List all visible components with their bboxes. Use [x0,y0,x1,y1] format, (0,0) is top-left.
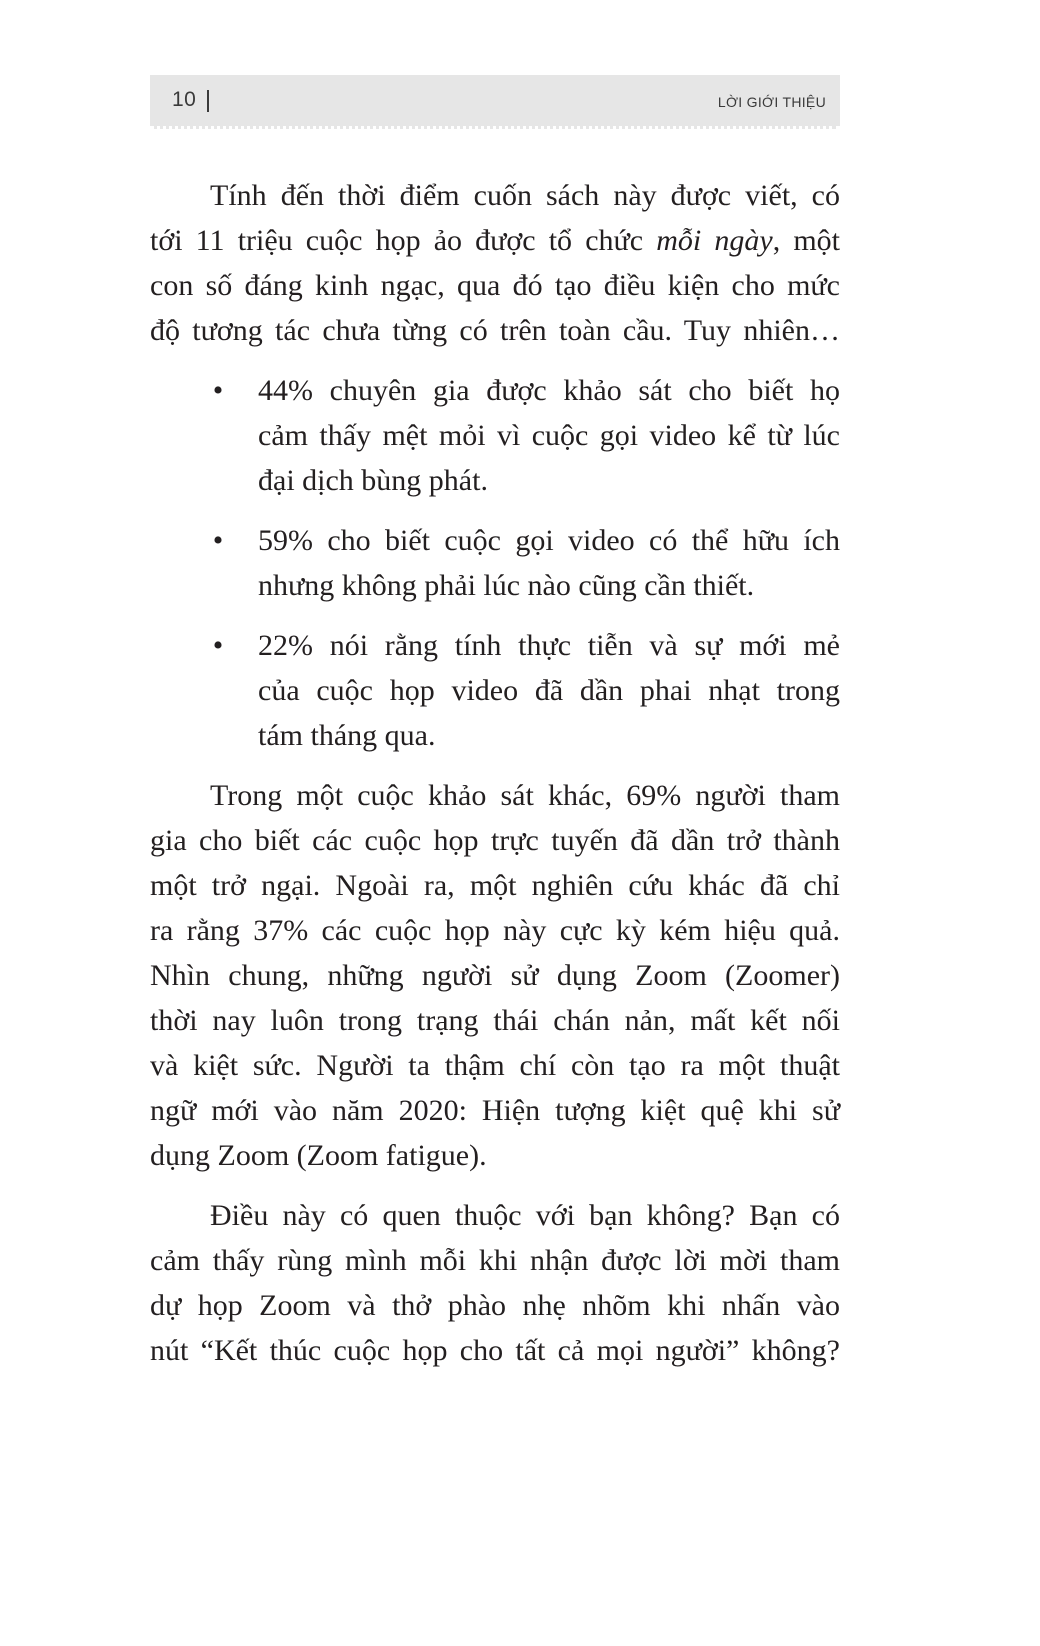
text-line: đại dịch bùng phát. [258,464,488,497]
text-line: dự họp Zoom và thở phào nhẹ nhõm khi nhấn vào [150,1289,840,1322]
text-line: ra rằng 37% các cuộc họp này cực kỳ kém hiệu quả. [150,914,840,947]
text-line: cảm thấy mệt mỏi vì cuộc gọi video kể từ lúc [258,419,840,452]
paragraph-survey [150,773,840,1178]
text-line: tám tháng qua. [258,719,436,752]
text-line: của cuộc họp video đã dần phai nhạt trong [258,674,840,707]
list-item [150,368,840,503]
chapter-title: LỜI GIỚI THIỆU [717,94,826,110]
page-number: 10 [172,88,197,111]
text-line: con số đáng kinh ngạc, qua đó tạo điều kiện cho mức [150,269,840,302]
text-line: độ tương tác chưa từng có trên toàn cầu. Tuy nhiên… [150,314,840,347]
list-item [150,518,840,608]
header-divider [207,90,209,112]
text-line: thời nay luôn trong trạng thái chán nản, mất kết nối [150,1004,840,1037]
bullet-icon: • [212,524,224,557]
text-line: 44% chuyên gia được khảo sát cho biết họ [258,374,840,407]
text-line: 22% nói rằng tính thực tiễn và sự mới mẻ [258,629,840,662]
text-line: một trở ngại. Ngoài ra, một nghiên cứu khác đã chỉ [150,869,840,902]
running-header [150,75,840,129]
paragraph-intro [150,173,840,353]
text-line: dụng Zoom (Zoom fatigue). [150,1139,487,1172]
paragraph-question [150,1193,840,1373]
text-line: nút “Kết thúc cuộc họp cho tất cả mọi người” không? [150,1334,840,1367]
text-line: Trong một cuộc khảo sát khác, 69% người tham [210,779,840,812]
text-line: nhưng không phải lúc nào cũng cần thiết. [258,569,755,602]
text-line: 59% cho biết cuộc gọi video có thể hữu ích [258,524,840,557]
text-line: tới 11 triệu cuộc họp ảo được tổ chức mỗi ngày, một [150,224,840,257]
text-line: ngữ mới vào năm 2020: Hiện tượng kiệt quệ khi sử [150,1094,840,1127]
text-line: cảm thấy rùng mình mỗi khi nhận được lời mời tham [150,1244,840,1277]
emphasis-text: mỗi ngày [656,224,773,257]
statistics-list [150,368,840,758]
text-line: và kiệt sức. Người ta thậm chí còn tạo ra một thuật [150,1049,840,1082]
bullet-icon: • [212,374,224,407]
text-line: Tính đến thời điểm cuốn sách này được viết, có [210,179,840,212]
text-line: Điều này có quen thuộc với bạn không? Bạn có [210,1199,840,1232]
text-line: Nhìn chung, những người sử dụng Zoom (Zoomer) [150,959,840,992]
text-line: gia cho biết các cuộc họp trực tuyến đã dần trở thành [150,824,840,857]
page-body [150,173,840,1373]
bullet-icon: • [212,629,224,662]
list-item [150,623,840,758]
